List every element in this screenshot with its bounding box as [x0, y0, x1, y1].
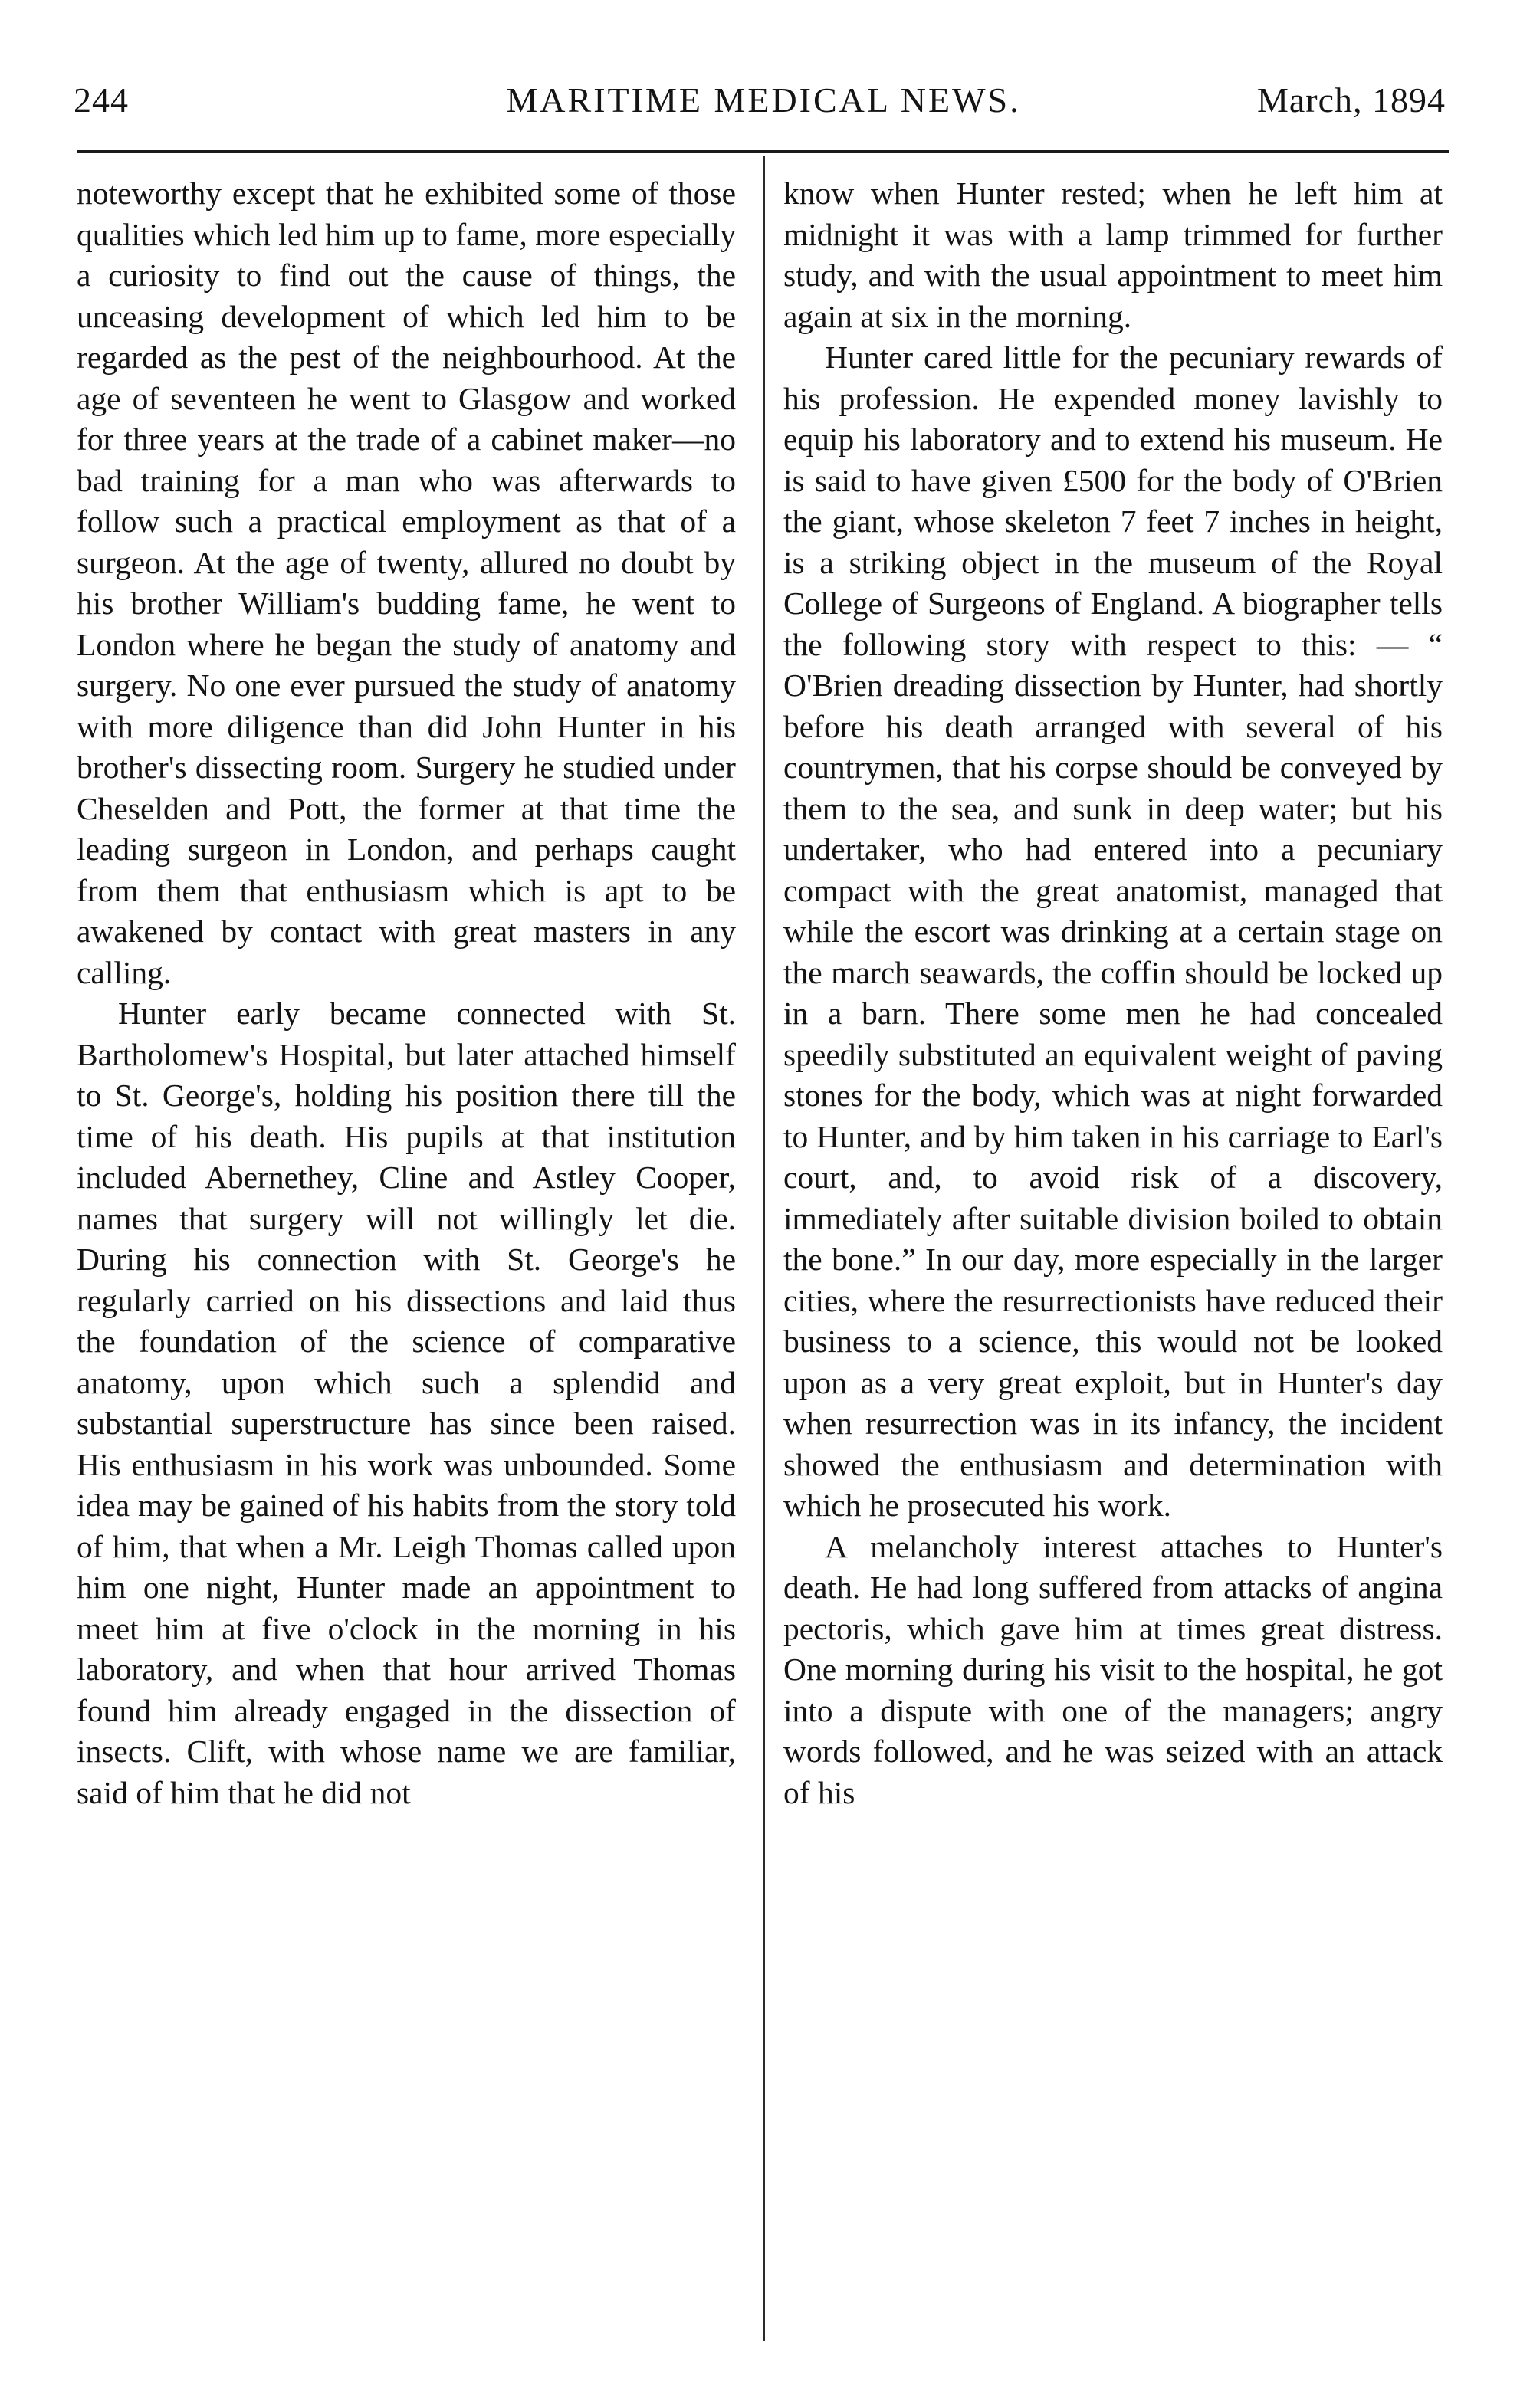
column-divider: [763, 156, 765, 2341]
right-column: [783, 173, 1443, 1813]
left-column: [77, 173, 736, 1813]
issue-date: March, 1894: [1256, 80, 1446, 120]
paragraph: Hunter early became connected with St. Bartholomew's Hospital, but later attached himself to St. George's, holding his position there till the time of his death. His pupils at that institution included Abernethey, Cline and Astley Cooper, names that surgery will not willingly let die. During his connection with St. George's he regularly carried on his dissections and laid thus the foundation of the science of comparative anatomy, upon which such a splendid and substantial superstructure has since been raised. His enthusiasm in his work was unbounded. Some idea may be gained of his habits from the story told of him, that when a Mr. Leigh Thomas called upon him one night, Hunter made an appointment to meet him at five o'clock in the morning in his laboratory, and when that hour arrived Thomas found him already engaged in the dissection of insects. Clift, with whose name we are familiar, said of him that he did not: [77, 996, 736, 1810]
page-header: [74, 74, 1453, 135]
paragraph: Hunter cared little for the pecuniary rewards of his profession. He expended money lavishly to equip his laboratory and to extend his museum. He is said to have given £500 for the body of O'Brien the giant, whose skeleton 7 feet 7 inches in height, is a striking object in the museum of the Royal College of Surgeons of England. A biographer tells the following story with respect to this: — “ O'Brien dreading dissection by Hunter, had shortly before his death arranged with several of his countrymen, that his corpse should be conveyed by them to the sea, and sunk in deep water; but his undertaker, who had entered into a pecuniary compact with the great anatomist, managed that while the escort was drinking at a certain stage on the march seawards, the coffin should be locked up in a barn. There some men he had concealed speedily substituted an equivalent weight of paving stones for the body, which was at night forwarded to Hunter, and by him taken in his carriage to Earl's court, and, to avoid risk of a discovery, immediately after suitable division boiled to obtain the bone.” In our day, more especially in the larger cities, where the resurrectionists have reduced their business to a science, this would not be looked upon as a very great exploit, but in Hunter's day when resurrection was in its infancy, the incident showed the enthusiasm and determination with which he prosecuted his work.: [783, 340, 1443, 1523]
paragraph: A melancholy interest attaches to Hunter's death. He had long suffered from attacks of angina pectoris, which gave him at times great distress. One morning during his visit to the hospital, he got into a dispute with one of the managers; angry words followed, and he was seized with an attack of his: [783, 1528, 1443, 1810]
header-rule: [77, 150, 1449, 153]
paragraph: know when Hunter rested; when he left him at midnight it was with a lamp trimmed for further study, and with the usual appointment to meet him again at six in the morning.: [783, 176, 1443, 334]
paragraph: noteworthy except that he exhibited some of those qualities which led him up to fame, more especially a curiosity to find out the cause of things, the unceasing development of which led him to be regarded as the pest of the neighbourhood. At the age of seventeen he went to Glasgow and worked for three years at the trade of a cabinet maker—no bad training for a man who was afterwards to follow such a practical employment as that of a surgeon. At the age of twenty, allured no doubt by his brother William's budding fame, he went to London where he began the study of anatomy and surgery. No one ever pursued the study of anatomy with more diligence than did John Hunter in his brother's dissecting room. Surgery he studied under Cheselden and Pott, the former at that time the leading surgeon in London, and perhaps caught from them that enthusiasm which is apt to be awakened by contact with great masters in any calling.: [77, 176, 736, 990]
page-number: 244: [74, 80, 129, 120]
journal-title: MARITIME MEDICAL NEWS.: [506, 80, 1021, 120]
